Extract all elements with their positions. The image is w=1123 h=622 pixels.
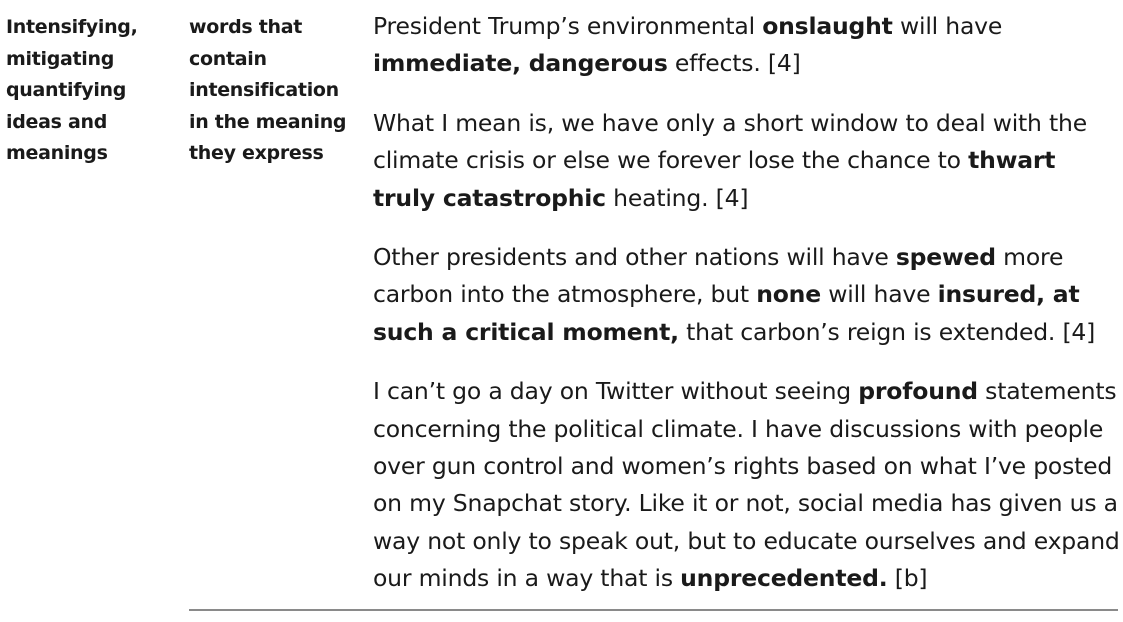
emphasized-word: insured, at such a critical moment, [373, 280, 1080, 346]
emphasized-word: none [756, 280, 821, 309]
example-text: will have [820, 280, 938, 309]
definition-cell: words that contain intensification in the meaning they express [189, 16, 347, 164]
example-text: President Trump’s environmental [373, 12, 763, 40]
example-text: Other presidents and other nations will have [373, 243, 896, 272]
emphasized-word: spewed [895, 243, 996, 272]
example-text: heating. [4] [605, 183, 749, 212]
emphasized-word: unprecedented. [680, 564, 888, 593]
example-text: statements concerning the political climate. I have discussions with people over gun control and women’s rights based on what I’ve posted on my Snapchat story. Like it or not, social media has given us a way not only to speak out, but to educate ourselves and expand our minds in a way that is [373, 377, 1120, 593]
example-text: that carbon’s reign is extended. [4] [678, 317, 1096, 346]
example-paragraph-3 [373, 239, 1121, 351]
example-text: [b] [887, 564, 928, 593]
example-text: What I mean is, we have only a short window to deal with the climate crisis or else we forever lose the chance to [373, 108, 1087, 175]
example-text: more carbon into the atmosphere, but [373, 243, 1064, 309]
table-bottom-rule [189, 609, 1118, 611]
example-paragraph-4 [373, 373, 1121, 597]
example-paragraph-1 [373, 8, 1121, 83]
examples-cell [373, 8, 1121, 598]
example-paragraph-2 [373, 105, 1121, 217]
category-cell: Intensifying, mitigating quantifying ideas and meanings [6, 16, 138, 164]
emphasized-word: profound [858, 377, 978, 406]
example-text: I can’t go a day on Twitter without seeing [373, 377, 859, 406]
emphasized-word: onslaught [762, 12, 893, 40]
emphasized-word: thwart truly catastrophic [373, 146, 1056, 212]
example-text: effects. [4] [667, 49, 801, 78]
emphasized-word: immediate, dangerous [373, 49, 668, 78]
example-text: will have [892, 12, 1003, 40]
